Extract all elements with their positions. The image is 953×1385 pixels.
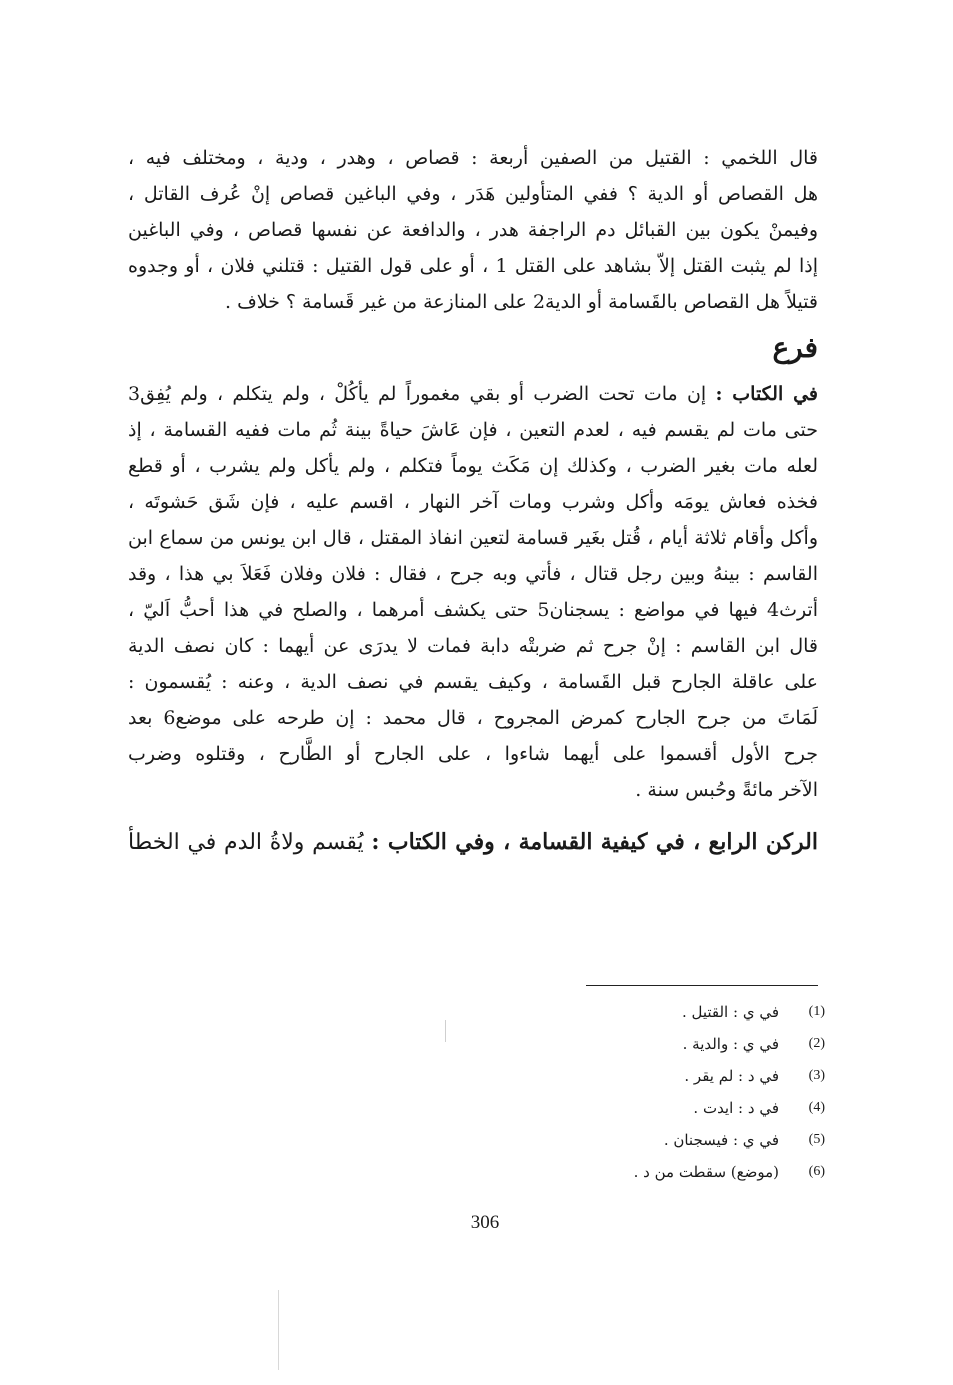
scan-mark <box>445 1020 446 1042</box>
footnote-number: (5) <box>808 1132 825 1147</box>
footnote-1 <box>560 996 825 1028</box>
footnote-6 <box>560 1156 825 1188</box>
paragraph1-line-5: قتيلاً هل القصاص بالقَسامة أو الدية2 على المنازعة من غير قَسامة ؟ خلاف . <box>225 291 818 313</box>
footnote-separator <box>586 985 818 986</box>
paragraph2-line-1-text: إن مات تحت الضرب أو بقي مغموراً لم يأكُلْ ، ولم يتكلم ، ولم يُفِق3 <box>128 383 707 405</box>
rukn-rest: يُقسم ولاةُ الدم في الخطأ <box>128 830 364 855</box>
paragraph2-line-6: القاسم : بينهُ وبين رجل قتال ، فأتي وبه جرح ، فقال : فلان وفلان فَعَلاَ بي هذا ، وقد <box>128 563 818 585</box>
footnote-text: في ي : فيسجنان . <box>663 1131 779 1149</box>
paragraph1-line-2: هل القصاص أو الدية ؟ ففي المتأولين هَدَر ، وفي الباغين قصاص إنْ عُرف القاتل ، <box>128 183 818 205</box>
paragraph2-line-4: فخذه فعاش يومَه وأكل وشرب ومات آخر النهار ، اقسم عليه ، فإن شَق حَشوتَه ، <box>128 491 818 513</box>
footnote-text: في د : لم يقر . <box>684 1067 779 1085</box>
paragraph2-line-10: لَمَاتَ من جرح الجارح كمرض المجروح ، قال محمد : إن طرحه على موضع6 بعد <box>128 707 818 729</box>
paragraph2-line-1 <box>128 376 818 412</box>
footnote-2 <box>560 1028 825 1060</box>
footnote-5 <box>560 1124 825 1156</box>
paragraph2-line-12: الآخر مائةً وحُبس سنة . <box>635 779 818 801</box>
page-number: 306 <box>470 1212 500 1233</box>
footnote-3 <box>560 1060 825 1092</box>
footnote-number: (4) <box>808 1100 825 1115</box>
paragraph1-line-4: إذا لم يثبت القتل إلاّ بشاهد على القتل 1 ، أو على قول القتيل : قتلني فلان ، أو وجدوه <box>128 255 818 277</box>
main-text <box>128 140 818 862</box>
scan-mark <box>278 1290 279 1370</box>
paragraph2-line-3: لعله مات بغير الضرب ، وكذلك إن مَكَث يوماً فتكلم ، ولم يأكل ولم يشرب ، أو قطع <box>128 455 818 477</box>
section-heading: فرع <box>772 331 818 364</box>
rukn-bold: الركن الرابع ، في كيفية القسامة ، وفي الكتاب : <box>371 829 818 855</box>
paragraph1-line-1: قال اللخمي : القتيل من الصفين أربعة : قصاص ، وهدر ، ودية ، ومختلف فيه ، <box>128 147 818 169</box>
paragraph2-line-5: وأكل وأقام ثلاثة أيام ، قُتل بغَير قسامة لتعين انفاذ المقتل ، قال ابن يونس من سماع ابن <box>128 527 818 549</box>
rukn-line <box>128 822 818 862</box>
footnote-text: في ي : القتيل . <box>681 1003 779 1021</box>
paragraph2-line-8: قال ابن القاسم : إنْ جرح ثم ضربتْه دابة فمات لا يدرَى عن أيهما : كان نصف الدية <box>128 635 818 657</box>
footnote-text: في د : ايدت . <box>693 1099 779 1117</box>
paragraph2-line-2: حتى مات لم يقسم فيه ، لعدم التعين ، فإن عَاشَ حياةً بينة ثُم مات ففيه القسامة ، إذ <box>128 419 818 441</box>
footnotes <box>560 996 825 1188</box>
footnote-number: (2) <box>808 1036 825 1051</box>
footnote-number: (3) <box>808 1068 825 1083</box>
paragraph2-line-11: جرح الأول أقسموا على أيهما شاءوا ، على الجارح أو الطَّارح ، وقتلوه وضرب <box>128 743 818 765</box>
paragraph1-line-3: وفيمنْ يكون بين القبائل دم الراجفة هدر ، والدافعة عن نفسها قصاص ، وفي الباغين <box>128 219 818 241</box>
paragraph2-lead: في الكتاب : <box>715 383 818 405</box>
footnote-4 <box>560 1092 825 1124</box>
footnote-text: في ي : والدية . <box>682 1035 779 1053</box>
paragraph2-line-9: على عاقلة الجارح قبل القَسامة ، وكيف يقسم في نصف الدية ، وعنه : يُقسمون : <box>128 671 818 693</box>
footnote-number: (1) <box>808 1004 825 1019</box>
paragraph2-line-7: أترث4 فيها في مواضع : يسجنان5 حتى يكشف أمرهما ، والصلح في هذا أحبُّ اَليّ ، <box>128 599 818 621</box>
footnote-text: (موضع) سقطت من د . <box>633 1163 779 1181</box>
footnote-number: (6) <box>808 1164 825 1179</box>
